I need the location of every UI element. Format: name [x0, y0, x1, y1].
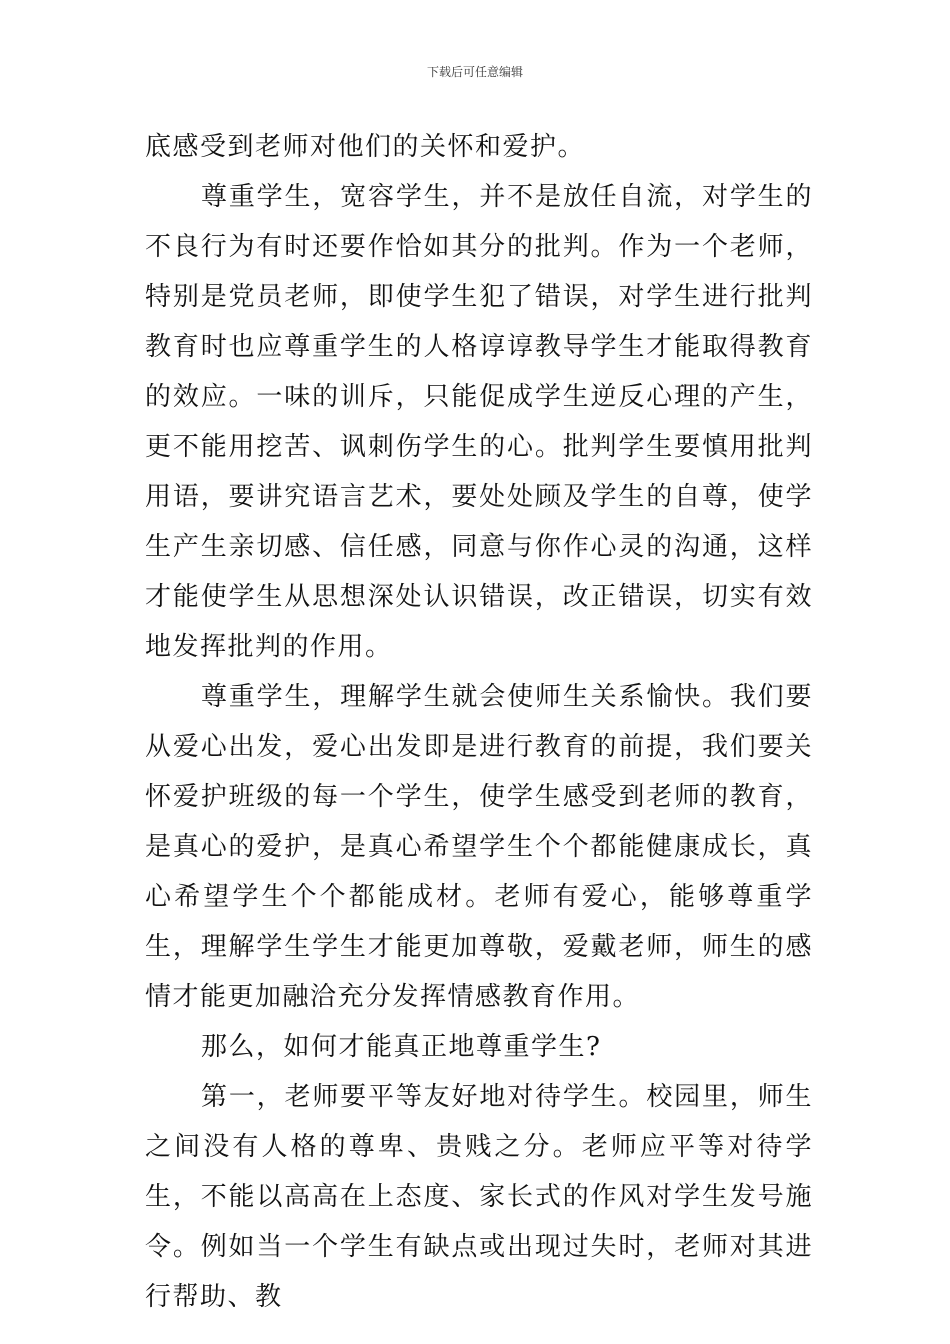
paragraph-continuation: 底感受到老师对他们的关怀和爱护。 [145, 132, 586, 162]
paragraph-understanding: 尊重学生，理解学生就会使师生关系愉快。我们要从爱心出发，爱心出发即是进行教育的前提，我们要关怀爱护班级的每一个学生，使学生感受到老师的教育，是真心的爱护，是真心希望学生个个都能健康成长，真心希望学生个个都能成材。老师有爱心，能够尊重学生，理解学生学生才能更加尊敬，爱戴老师，师生的感情才能更加融洽充分发挥情感教育作用。 [145, 682, 813, 1012]
document-body [145, 122, 813, 1322]
page-header: 下载后可任意编辑 [426, 65, 523, 79]
paragraph-criticism: 尊重学生，宽容学生，并不是放任自流，对学生的不良行为有时还要作恰如其分的批判。作为一个老师，特别是党员老师，即使学生犯了错误，对学生进行批判教育时也应尊重学生的人格谆谆教导学生才能取得教育的效应。一味的训斥，只能促成学生逆反心理的产生，更不能用挖苦、讽刺伤学生的心。批判学生要慎用批判用语，要讲究语言艺术，要处处顾及学生的自尊，使学生产生亲切感、信任感，同意与你作心灵的沟通，这样才能使学生从思想深处认识错误，改正错误，切实有效地发挥批判的作用。 [145, 182, 813, 662]
paragraph-question: 那么，如何才能真正地尊重学生? [201, 1032, 602, 1062]
paragraph-first-point: 第一，老师要平等友好地对待学生。校园里，师生之间没有人格的尊卑、贵贱之分。老师应平等对待学生，不能以高高在上态度、家长式的作风对学生发号施令。例如当一个学生有缺点或出现过失时，老师对其进行帮助、教 [145, 1082, 813, 1312]
